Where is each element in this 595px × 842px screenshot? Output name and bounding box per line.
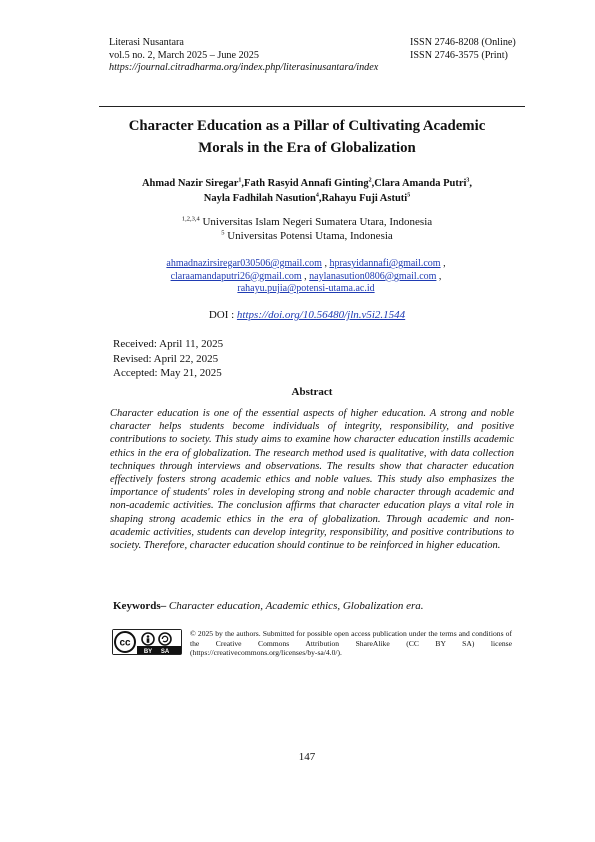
abstract-heading: Abstract <box>291 386 333 398</box>
sa-badge-label: SA <box>160 649 170 654</box>
author-line-2: Nayla Fadhilah Nasution$^4$,Rahayu Fuji Astuti$^5$ <box>203 192 411 204</box>
author-name: Ahmad Nazir Siregar <box>141 178 239 189</box>
journal-name: Literasi Nusantara <box>109 37 184 48</box>
author-affil-mark: 3 <box>466 177 470 184</box>
keywords-line <box>113 600 424 612</box>
submission-dates <box>113 337 223 381</box>
paper-title <box>90 115 524 159</box>
cc-license-icon <box>113 630 181 654</box>
author-list <box>90 176 524 206</box>
email-line-3 <box>100 283 512 296</box>
email-separator: , <box>436 270 442 282</box>
email-line-2 <box>100 271 512 284</box>
author-line-1: Ahmad Nazir Siregar$^1$,Fath Rasyid Annafi Ginting$^2$,Clara Amanda Putri$^3$, <box>141 177 473 189</box>
author-emails <box>100 258 512 296</box>
author-affil-mark: 1 <box>238 177 242 184</box>
affiliation-mark: 1,2,3,4 <box>181 215 200 223</box>
author-name: Clara Amanda Putri <box>374 178 467 189</box>
doi-line <box>90 309 524 321</box>
header-divider <box>99 106 525 107</box>
license-statement: © 2025 by the authors. Submitted for possible open access publication under the terms and conditions of the Creative Commons Attribution ShareAlike (CC BY SA) license (https://creativecommons.org/licenses/by-sa/4.0/). <box>190 629 512 658</box>
email-link[interactable]: naylanasution0806@gmail.com <box>309 270 437 282</box>
author-affil-mark: 5 <box>407 192 411 199</box>
page-number: 147 <box>298 751 316 763</box>
affiliation-1 <box>90 215 524 229</box>
running-header-right <box>410 37 516 62</box>
email-separator: , <box>440 258 446 269</box>
email-separator: , <box>301 270 310 282</box>
affiliation-2 <box>90 229 524 243</box>
author-affil-mark: 4 <box>315 192 319 199</box>
email-link[interactable]: rahayu.pujia@potensi-utama.ac.id <box>237 283 375 295</box>
revised-date: Revised: April 22, 2025 <box>113 352 219 365</box>
received-date: Received: April 11, 2025 <box>113 338 224 350</box>
affiliation-name: Universitas Potensi Utama, Indonesia <box>227 230 393 242</box>
keywords-value: Character education, Academic ethics, Globalization era. <box>166 600 424 612</box>
author-name: Fath Rasyid Annafi Ginting <box>244 178 369 189</box>
email-line-1 <box>100 258 512 271</box>
journal-volume: vol.5 no. 2, March 2025 – June 2025 <box>109 49 259 61</box>
author-name: Nayla Fadhilah Nasution <box>203 193 316 204</box>
accepted-date: Accepted: May 21, 2025 <box>113 367 222 379</box>
issn-print: ISSN 2746-3575 (Print) <box>410 49 508 61</box>
email-link[interactable]: claraamandaputri26@gmail.com <box>170 270 302 282</box>
email-separator: , <box>321 258 330 269</box>
affiliation-mark: 5 <box>221 229 225 237</box>
abstract-body: Character education is one of the essential aspects of higher education. A strong and noble character helps students become individuals of integrity, responsibility, and positive contributions to society. This study aims to examine how character education instills academic ethics in the era of globalization. The research method used is qualitative, with data collection techniques through interviews and observations. The results show that character education effectively fosters strong academic ethics and noble values. This study also emphasizes the importance of students' roles in developing strong and noble character through academic and non-academic activities. The conclusion affirms that character education plays a vital role in shaping strong academic ethics in the era of globalization. Through academic and non-academic activities, students can develop integrity, responsibility, and positive contributions to society. Therefore, character education should continue to be reinforced in higher education. <box>110 408 514 552</box>
doi-link[interactable]: https://doi.org/10.56480/jln.v5i2.1544 <box>236 309 406 321</box>
affiliation-name: Universitas Islam Negeri Sumatera Utara, Indonesia <box>202 216 433 228</box>
title-line-2: Morals in the Era of Globalization <box>198 140 416 156</box>
title-line-1: Character Education as a Pillar of Cultivating Academic <box>128 118 486 134</box>
sa-share-icon <box>159 633 171 645</box>
running-header-left <box>109 37 378 75</box>
author-affil-mark: 2 <box>368 177 372 184</box>
by-badge-label: BY <box>143 649 153 654</box>
author-name: Rahayu Fuji Astuti <box>321 193 408 204</box>
email-link[interactable]: ahmadnazirsiregar030506@gmail.com <box>166 258 322 269</box>
cc-by-sa-badge[interactable] <box>112 629 182 655</box>
issn-online: ISSN 2746-8208 (Online) <box>410 37 516 48</box>
affiliation-list <box>90 215 524 243</box>
email-link[interactable]: hprasyidannafi@gmail.com <box>329 258 441 269</box>
cc-badge-label: cc <box>119 637 131 649</box>
doi-label: DOI : <box>208 309 237 321</box>
journal-url[interactable]: https://journal.citradharma.org/index.php/literasinusantara/index <box>109 62 379 73</box>
keywords-label: Keywords– <box>113 600 167 612</box>
